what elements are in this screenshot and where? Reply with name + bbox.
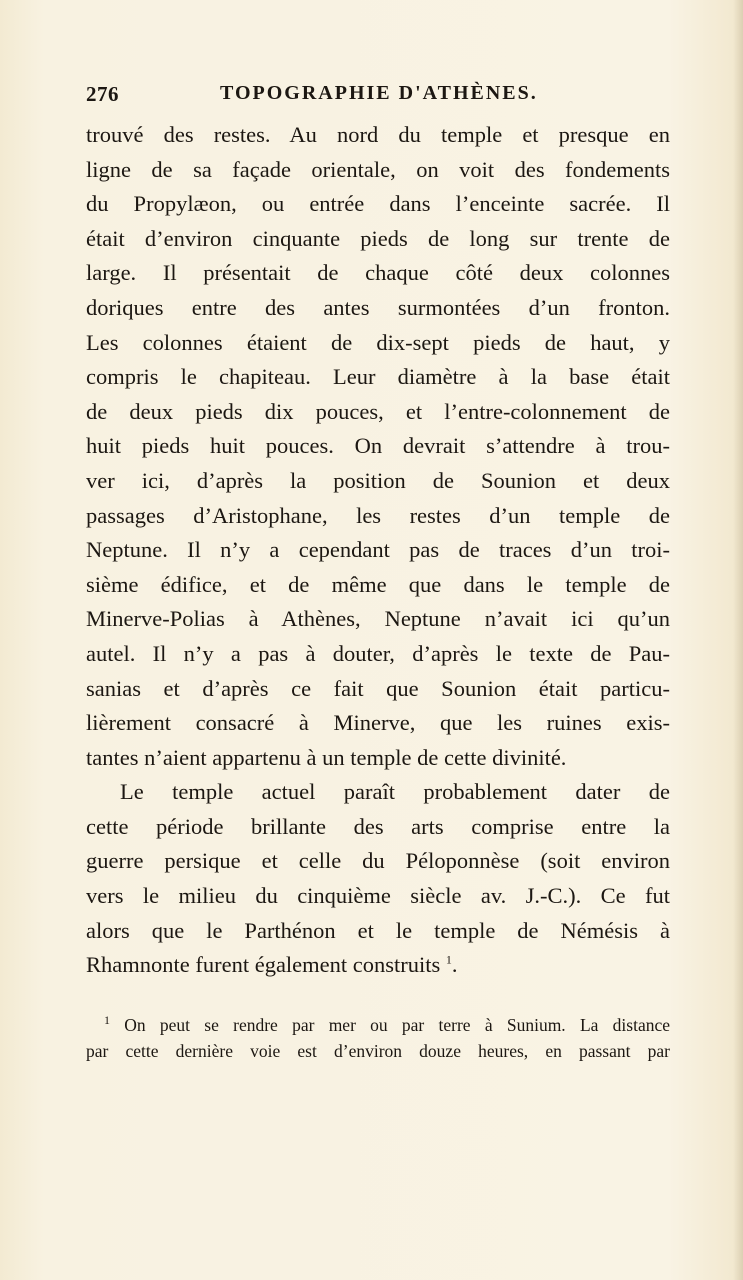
footnote-line: par cette dernière voie est d’environ douze heures, en passant par	[86, 1041, 670, 1061]
text-line: Minerve-Polias à Athènes, Neptune n’avait ici qu’un	[86, 606, 670, 632]
text-line: tantes n’aient appartenu à un temple de cette divinité.	[86, 744, 567, 770]
text-line: du Propylæon, ou entrée dans l’enceinte sacrée. Il	[86, 191, 670, 217]
footnote-line	[86, 1012, 670, 1038]
footnote-text: On peut se rendre par mer ou par terre à Sunium. La distance	[124, 1015, 670, 1035]
text-line: ligne de sa façade orientale, on voit des fondements	[86, 156, 670, 182]
page-header	[86, 82, 670, 112]
page-number: 276	[86, 82, 119, 106]
text-line: sième édifice, et de même que dans le temple de	[86, 571, 670, 597]
text-line: guerre persique et celle du Péloponnèse (soit environ	[86, 848, 670, 874]
running-head: TOPOGRAPHIE D'ATHÈNES.	[220, 82, 538, 104]
text-line: sanias et d’après ce fait que Sounion était particu-	[86, 675, 670, 701]
footnote	[86, 1012, 670, 1064]
text-line: de deux pieds dix pouces, et l’entre-colonnement de	[86, 398, 670, 424]
text-line: doriques entre des antes surmontées d’un fronton.	[86, 294, 670, 320]
text-line: alors que le Parthénon et le temple de Némésis à	[86, 917, 670, 943]
footnote-reference: 1	[445, 952, 452, 967]
text-line: passages d’Aristophane, les restes d’un temple de	[86, 502, 670, 528]
text-line: Les colonnes étaient de dix-sept pieds de haut, y	[86, 329, 670, 355]
text-line: Neptune. Il n’y a cependant pas de traces d’un troi-	[86, 537, 670, 563]
page-edge-shadow	[733, 0, 743, 1280]
text-line: large. Il présentait de chaque côté deux colonnes	[86, 260, 670, 286]
text-line-final-content: Rhamnonte furent également construits	[86, 952, 441, 978]
main-text	[86, 118, 670, 983]
footnote-marker: 1	[104, 1013, 110, 1028]
text-line: ver ici, d’après la position de Sounion et deux	[86, 467, 670, 493]
text-line: cette période brillante des arts comprise entre la	[86, 813, 670, 839]
text-line: était d’environ cinquante pieds de long sur trente de	[86, 225, 670, 251]
text-line: trouvé des restes. Au nord du temple et presque en	[86, 122, 670, 147]
final-punctuation: .	[451, 952, 458, 978]
text-line: Le temple actuel paraît probablement dater de	[120, 779, 670, 805]
text-line: vers le milieu du cinquième siècle av. J.-C.). Ce fut	[86, 883, 670, 909]
text-line: compris le chapiteau. Leur diamètre à la base était	[86, 364, 670, 390]
text-line: huit pieds huit pouces. On devrait s’attendre à trou-	[86, 433, 670, 459]
text-line: autel. Il n’y a pas à douter, d’après le texte de Pau-	[86, 640, 670, 666]
text-line-final	[86, 948, 670, 983]
text-line: lièrement consacré à Minerve, que les ruines exis-	[86, 710, 670, 736]
